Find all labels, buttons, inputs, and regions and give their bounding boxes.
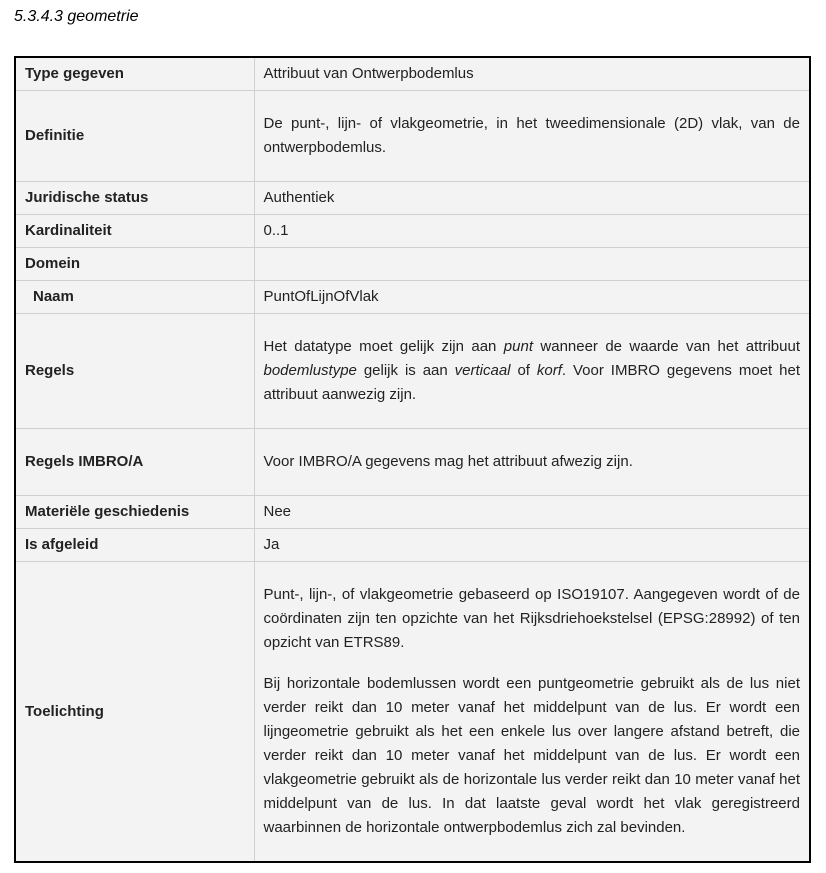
- row-value: 0..1: [254, 215, 810, 248]
- row-value: Authentiek: [254, 182, 810, 215]
- value-paragraph: Het datatype moet gelijk zijn aan punt wanneer de waarde van het attribuut bodemlustype gelijk is aan verticaal of korf. Voor IMBRO gegevens moet het attribuut aanwezig zijn.: [263, 338, 800, 403]
- value-paragraph: Punt-, lijn-, of vlakgeometrie gebaseerd op ISO19107. Aangegeven wordt of de coördinaten zijn ten opzichte van het Rijksdriehoekstelsel (EPSG:28992) of ten opzicht van ETRS89.: [263, 586, 800, 651]
- table-row: [15, 248, 810, 281]
- row-value: [254, 314, 810, 429]
- row-label: Kardinaliteit: [15, 215, 254, 248]
- row-value: [254, 91, 810, 182]
- row-label: Regels IMBRO/A: [15, 429, 254, 496]
- table-row: [15, 182, 810, 215]
- row-value: [254, 429, 810, 496]
- row-label: Type gegeven: [15, 57, 254, 91]
- row-value: Attribuut van Ontwerpbodemlus: [254, 57, 810, 91]
- row-label: Materiële geschiedenis: [15, 496, 254, 529]
- row-value: PuntOfLijnOfVlak: [254, 281, 810, 314]
- table-row: [15, 57, 810, 91]
- table-row: [15, 215, 810, 248]
- table-row: [15, 429, 810, 496]
- table-row: [15, 91, 810, 182]
- row-value: Nee: [254, 496, 810, 529]
- value-paragraph: De punt-, lijn- of vlakgeometrie, in het tweedimensionale (2D) vlak, van de ontwerpbodemlus.: [263, 115, 800, 156]
- section-heading: 5.3.4.3 geometrie: [14, 8, 139, 25]
- row-label: Domein: [15, 248, 254, 281]
- row-label: Toelichting: [15, 562, 254, 863]
- attribute-table: [14, 56, 811, 863]
- row-label: Naam: [15, 281, 254, 314]
- row-value: [254, 562, 810, 863]
- value-paragraph: Voor IMBRO/A gegevens mag het attribuut afwezig zijn.: [263, 453, 633, 470]
- table-row: [15, 562, 810, 863]
- row-value: [254, 248, 810, 281]
- row-value: Ja: [254, 529, 810, 562]
- table-row: [15, 281, 810, 314]
- table-row: [15, 314, 810, 429]
- row-label: Juridische status: [15, 182, 254, 215]
- row-label: Is afgeleid: [15, 529, 254, 562]
- table-row: [15, 529, 810, 562]
- attribute-table-body: [15, 57, 810, 862]
- table-row: [15, 496, 810, 529]
- value-paragraph: Bij horizontale bodemlussen wordt een puntgeometrie gebruikt als de lus niet verder reikt dan 10 meter vanaf het middelpunt van de lus. Er wordt een lijngeometrie gebruikt als het een enkele lus over langere afstand betreft, die verder reikt dan 10 meter vanaf het middelpunt van de lus. Er wordt een vlakgeometrie gebruikt als de horizontale lus verder reikt dan 10 meter vanaf het middelpunt van de lus. In dat laatste geval wordt het vlak geregistreerd waarbinnen de horizontale ontwerpbodemlus zich zal bevinden.: [263, 675, 800, 836]
- row-label: Regels: [15, 314, 254, 429]
- row-label: Definitie: [15, 91, 254, 182]
